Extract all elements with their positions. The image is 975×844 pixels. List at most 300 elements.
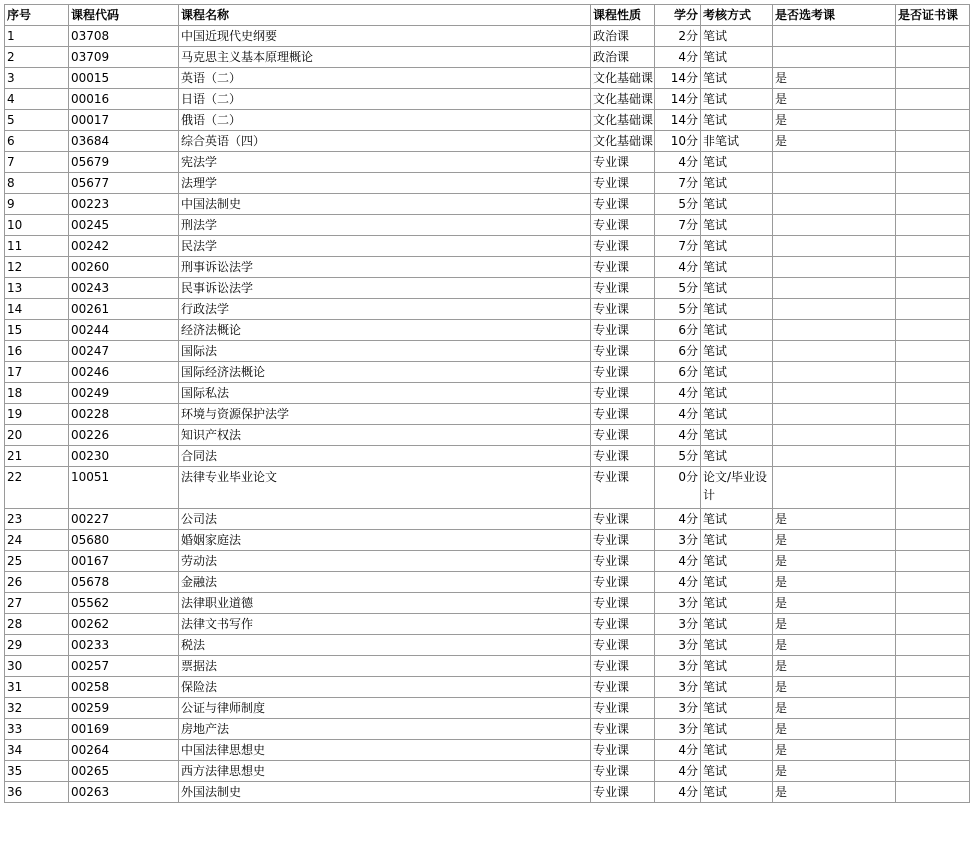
cell-course-code: 00249: [69, 383, 179, 404]
cell-course-type: 专业课: [591, 656, 655, 677]
cell-elective: 是: [773, 698, 896, 719]
cell-certificate: [896, 446, 970, 467]
table-row: [5, 509, 970, 530]
header-course-name: 课程名称: [179, 5, 591, 26]
cell-exam-method: 非笔试: [701, 131, 773, 152]
cell-exam-method: 笔试: [701, 257, 773, 278]
cell-course-name: 房地产法: [179, 719, 591, 740]
cell-course-code: 00260: [69, 257, 179, 278]
table-row: [5, 467, 970, 509]
cell-course-type: 专业课: [591, 425, 655, 446]
cell-index: 26: [5, 572, 69, 593]
cell-exam-method: 笔试: [701, 572, 773, 593]
cell-index: 5: [5, 110, 69, 131]
cell-index: 3: [5, 68, 69, 89]
course-table: [4, 4, 970, 803]
cell-elective: [773, 320, 896, 341]
cell-exam-method: 笔试: [701, 446, 773, 467]
cell-certificate: [896, 761, 970, 782]
cell-course-code: 00263: [69, 782, 179, 803]
cell-certificate: [896, 47, 970, 68]
cell-index: 27: [5, 593, 69, 614]
cell-credits: 4分: [655, 383, 701, 404]
cell-course-type: 文化基础课: [591, 110, 655, 131]
cell-index: 36: [5, 782, 69, 803]
cell-course-name: 刑法学: [179, 215, 591, 236]
cell-exam-method: 笔试: [701, 341, 773, 362]
cell-course-code: 05680: [69, 530, 179, 551]
cell-index: 24: [5, 530, 69, 551]
cell-course-name: 英语（二）: [179, 68, 591, 89]
cell-certificate: [896, 635, 970, 656]
cell-course-code: 00243: [69, 278, 179, 299]
cell-elective: 是: [773, 677, 896, 698]
cell-certificate: [896, 194, 970, 215]
cell-course-code: 00259: [69, 698, 179, 719]
cell-index: 25: [5, 551, 69, 572]
table-row: [5, 782, 970, 803]
cell-course-type: 专业课: [591, 635, 655, 656]
cell-credits: 14分: [655, 68, 701, 89]
cell-credits: 5分: [655, 194, 701, 215]
cell-course-code: 00265: [69, 761, 179, 782]
table-row: [5, 635, 970, 656]
cell-exam-method: 笔试: [701, 383, 773, 404]
cell-course-name: 马克思主义基本原理概论: [179, 47, 591, 68]
cell-index: 34: [5, 740, 69, 761]
cell-course-code: 10051: [69, 467, 179, 509]
cell-elective: 是: [773, 782, 896, 803]
cell-course-code: 00245: [69, 215, 179, 236]
header-credits: 学分: [655, 5, 701, 26]
cell-elective: 是: [773, 131, 896, 152]
cell-index: 31: [5, 677, 69, 698]
cell-exam-method: 笔试: [701, 110, 773, 131]
cell-course-code: 00230: [69, 446, 179, 467]
cell-certificate: [896, 257, 970, 278]
cell-course-name: 经济法概论: [179, 320, 591, 341]
cell-index: 14: [5, 299, 69, 320]
cell-index: 29: [5, 635, 69, 656]
cell-elective: 是: [773, 551, 896, 572]
cell-course-name: 中国近现代史纲要: [179, 26, 591, 47]
cell-index: 16: [5, 341, 69, 362]
cell-course-name: 票据法: [179, 656, 591, 677]
cell-credits: 4分: [655, 572, 701, 593]
cell-course-name: 俄语（二）: [179, 110, 591, 131]
cell-course-code: 00258: [69, 677, 179, 698]
cell-course-name: 保险法: [179, 677, 591, 698]
cell-index: 19: [5, 404, 69, 425]
table-row: [5, 677, 970, 698]
cell-certificate: [896, 278, 970, 299]
cell-credits: 14分: [655, 110, 701, 131]
cell-course-name: 行政法学: [179, 299, 591, 320]
cell-exam-method: 笔试: [701, 530, 773, 551]
cell-credits: 6分: [655, 320, 701, 341]
cell-credits: 3分: [655, 698, 701, 719]
cell-elective: [773, 362, 896, 383]
table-row: [5, 47, 970, 68]
cell-elective: [773, 194, 896, 215]
cell-exam-method: 笔试: [701, 215, 773, 236]
table-row: [5, 215, 970, 236]
cell-exam-method: 笔试: [701, 299, 773, 320]
cell-exam-method: 笔试: [701, 236, 773, 257]
cell-course-name: 法律专业毕业论文: [179, 467, 591, 509]
cell-certificate: [896, 677, 970, 698]
header-index: 序号: [5, 5, 69, 26]
cell-certificate: [896, 362, 970, 383]
cell-course-type: 政治课: [591, 26, 655, 47]
table-row: [5, 740, 970, 761]
cell-course-name: 法理学: [179, 173, 591, 194]
cell-index: 10: [5, 215, 69, 236]
cell-course-name: 民法学: [179, 236, 591, 257]
cell-course-type: 专业课: [591, 446, 655, 467]
cell-exam-method: 笔试: [701, 425, 773, 446]
header-elective: 是否选考课: [773, 5, 896, 26]
cell-certificate: [896, 425, 970, 446]
cell-course-code: 00244: [69, 320, 179, 341]
cell-credits: 7分: [655, 215, 701, 236]
cell-exam-method: 笔试: [701, 509, 773, 530]
cell-credits: 4分: [655, 551, 701, 572]
cell-index: 35: [5, 761, 69, 782]
cell-certificate: [896, 551, 970, 572]
cell-exam-method: 笔试: [701, 194, 773, 215]
cell-course-type: 专业课: [591, 698, 655, 719]
cell-exam-method: 笔试: [701, 656, 773, 677]
cell-credits: 3分: [655, 593, 701, 614]
cell-exam-method: 笔试: [701, 278, 773, 299]
cell-exam-method: 笔试: [701, 26, 773, 47]
cell-exam-method: 笔试: [701, 740, 773, 761]
cell-course-type: 专业课: [591, 404, 655, 425]
cell-course-code: 03684: [69, 131, 179, 152]
cell-credits: 4分: [655, 47, 701, 68]
cell-exam-method: 笔试: [701, 404, 773, 425]
table-row: [5, 257, 970, 278]
cell-course-type: 专业课: [591, 278, 655, 299]
cell-exam-method: 笔试: [701, 551, 773, 572]
table-row: [5, 152, 970, 173]
cell-course-type: 专业课: [591, 530, 655, 551]
table-row: [5, 68, 970, 89]
table-row: [5, 362, 970, 383]
table-row: [5, 719, 970, 740]
cell-credits: 5分: [655, 299, 701, 320]
cell-index: 1: [5, 26, 69, 47]
cell-index: 32: [5, 698, 69, 719]
cell-elective: 是: [773, 593, 896, 614]
cell-index: 22: [5, 467, 69, 509]
cell-index: 21: [5, 446, 69, 467]
cell-course-code: 05677: [69, 173, 179, 194]
cell-credits: 3分: [655, 656, 701, 677]
cell-certificate: [896, 236, 970, 257]
cell-course-name: 公司法: [179, 509, 591, 530]
cell-elective: 是: [773, 719, 896, 740]
cell-course-code: 00016: [69, 89, 179, 110]
cell-course-name: 金融法: [179, 572, 591, 593]
cell-exam-method: 笔试: [701, 68, 773, 89]
cell-course-type: 专业课: [591, 593, 655, 614]
cell-exam-method: 论文/毕业设计: [701, 467, 773, 509]
cell-certificate: [896, 341, 970, 362]
table-row: [5, 194, 970, 215]
cell-course-code: 00246: [69, 362, 179, 383]
cell-course-name: 综合英语（四）: [179, 131, 591, 152]
cell-elective: 是: [773, 509, 896, 530]
header-course-type: 课程性质: [591, 5, 655, 26]
cell-course-name: 外国法制史: [179, 782, 591, 803]
cell-exam-method: 笔试: [701, 761, 773, 782]
cell-credits: 3分: [655, 635, 701, 656]
cell-index: 4: [5, 89, 69, 110]
cell-course-name: 税法: [179, 635, 591, 656]
cell-credits: 10分: [655, 131, 701, 152]
cell-course-type: 专业课: [591, 194, 655, 215]
cell-credits: 5分: [655, 278, 701, 299]
table-body: [5, 26, 970, 803]
cell-index: 23: [5, 509, 69, 530]
cell-index: 17: [5, 362, 69, 383]
cell-exam-method: 笔试: [701, 782, 773, 803]
cell-elective: [773, 257, 896, 278]
cell-elective: 是: [773, 614, 896, 635]
cell-course-name: 合同法: [179, 446, 591, 467]
cell-index: 2: [5, 47, 69, 68]
cell-elective: [773, 446, 896, 467]
cell-course-name: 法律职业道德: [179, 593, 591, 614]
cell-credits: 3分: [655, 530, 701, 551]
cell-elective: 是: [773, 68, 896, 89]
cell-course-type: 文化基础课: [591, 89, 655, 110]
cell-course-name: 国际私法: [179, 383, 591, 404]
cell-course-type: 专业课: [591, 215, 655, 236]
cell-course-type: 专业课: [591, 341, 655, 362]
cell-credits: 4分: [655, 257, 701, 278]
cell-course-type: 专业课: [591, 614, 655, 635]
table-row: [5, 761, 970, 782]
cell-course-type: 专业课: [591, 782, 655, 803]
cell-certificate: [896, 593, 970, 614]
cell-certificate: [896, 89, 970, 110]
cell-credits: 7分: [655, 173, 701, 194]
cell-course-code: 05562: [69, 593, 179, 614]
cell-course-name: 日语（二）: [179, 89, 591, 110]
cell-course-type: 专业课: [591, 299, 655, 320]
cell-elective: [773, 341, 896, 362]
cell-elective: [773, 383, 896, 404]
cell-credits: 4分: [655, 425, 701, 446]
table-row: [5, 299, 970, 320]
cell-exam-method: 笔试: [701, 89, 773, 110]
cell-course-code: 00226: [69, 425, 179, 446]
cell-index: 20: [5, 425, 69, 446]
cell-certificate: [896, 719, 970, 740]
header-certificate: 是否证书课: [896, 5, 970, 26]
cell-course-code: 00233: [69, 635, 179, 656]
cell-certificate: [896, 383, 970, 404]
cell-elective: [773, 404, 896, 425]
cell-elective: [773, 467, 896, 509]
cell-credits: 4分: [655, 509, 701, 530]
cell-credits: 6分: [655, 341, 701, 362]
cell-elective: [773, 26, 896, 47]
cell-certificate: [896, 131, 970, 152]
cell-course-type: 专业课: [591, 509, 655, 530]
table-header-row: [5, 5, 970, 26]
cell-index: 6: [5, 131, 69, 152]
cell-credits: 4分: [655, 761, 701, 782]
cell-exam-method: 笔试: [701, 614, 773, 635]
cell-course-code: 00257: [69, 656, 179, 677]
header-course-code: 课程代码: [69, 5, 179, 26]
table-row: [5, 236, 970, 257]
cell-credits: 4分: [655, 740, 701, 761]
cell-index: 18: [5, 383, 69, 404]
table-row: [5, 551, 970, 572]
cell-credits: 6分: [655, 362, 701, 383]
cell-course-code: 00262: [69, 614, 179, 635]
table-row: [5, 614, 970, 635]
table-row: [5, 26, 970, 47]
cell-certificate: [896, 68, 970, 89]
cell-certificate: [896, 656, 970, 677]
table-row: [5, 320, 970, 341]
cell-certificate: [896, 152, 970, 173]
table-row: [5, 404, 970, 425]
cell-course-type: 专业课: [591, 467, 655, 509]
cell-course-code: 03709: [69, 47, 179, 68]
table-row: [5, 425, 970, 446]
cell-index: 12: [5, 257, 69, 278]
cell-index: 28: [5, 614, 69, 635]
cell-certificate: [896, 173, 970, 194]
cell-course-code: 00015: [69, 68, 179, 89]
table-row: [5, 110, 970, 131]
cell-certificate: [896, 572, 970, 593]
cell-course-code: 00242: [69, 236, 179, 257]
cell-course-type: 专业课: [591, 383, 655, 404]
cell-certificate: [896, 320, 970, 341]
cell-elective: 是: [773, 656, 896, 677]
cell-index: 15: [5, 320, 69, 341]
cell-course-name: 国际法: [179, 341, 591, 362]
cell-course-name: 公证与律师制度: [179, 698, 591, 719]
cell-credits: 7分: [655, 236, 701, 257]
cell-course-type: 政治课: [591, 47, 655, 68]
cell-elective: 是: [773, 740, 896, 761]
table-row: [5, 173, 970, 194]
cell-elective: [773, 47, 896, 68]
cell-course-code: 00169: [69, 719, 179, 740]
cell-credits: 5分: [655, 446, 701, 467]
cell-certificate: [896, 467, 970, 509]
cell-index: 11: [5, 236, 69, 257]
cell-course-type: 专业课: [591, 551, 655, 572]
cell-course-name: 民事诉讼法学: [179, 278, 591, 299]
cell-certificate: [896, 215, 970, 236]
cell-course-code: 00264: [69, 740, 179, 761]
cell-exam-method: 笔试: [701, 719, 773, 740]
cell-certificate: [896, 509, 970, 530]
table-row: [5, 656, 970, 677]
cell-course-name: 西方法律思想史: [179, 761, 591, 782]
cell-certificate: [896, 740, 970, 761]
cell-course-name: 中国法制史: [179, 194, 591, 215]
cell-elective: [773, 299, 896, 320]
table-row: [5, 530, 970, 551]
cell-course-name: 法律文书写作: [179, 614, 591, 635]
cell-exam-method: 笔试: [701, 635, 773, 656]
cell-course-type: 专业课: [591, 362, 655, 383]
cell-certificate: [896, 698, 970, 719]
cell-course-type: 文化基础课: [591, 68, 655, 89]
table-row: [5, 341, 970, 362]
cell-exam-method: 笔试: [701, 47, 773, 68]
cell-course-name: 劳动法: [179, 551, 591, 572]
cell-exam-method: 笔试: [701, 320, 773, 341]
cell-elective: [773, 215, 896, 236]
cell-elective: [773, 173, 896, 194]
header-exam-method: 考核方式: [701, 5, 773, 26]
cell-index: 7: [5, 152, 69, 173]
cell-credits: 4分: [655, 404, 701, 425]
cell-exam-method: 笔试: [701, 677, 773, 698]
cell-course-type: 专业课: [591, 257, 655, 278]
cell-index: 33: [5, 719, 69, 740]
cell-course-type: 专业课: [591, 152, 655, 173]
cell-course-type: 专业课: [591, 236, 655, 257]
cell-course-type: 专业课: [591, 173, 655, 194]
cell-credits: 0分: [655, 467, 701, 509]
table-row: [5, 593, 970, 614]
cell-course-name: 婚姻家庭法: [179, 530, 591, 551]
cell-course-type: 专业课: [591, 740, 655, 761]
cell-elective: [773, 152, 896, 173]
course-table-wrapper: [4, 4, 970, 803]
cell-course-code: 00261: [69, 299, 179, 320]
cell-course-name: 刑事诉讼法学: [179, 257, 591, 278]
cell-elective: 是: [773, 89, 896, 110]
cell-course-code: 00228: [69, 404, 179, 425]
cell-course-name: 知识产权法: [179, 425, 591, 446]
cell-course-type: 专业课: [591, 320, 655, 341]
cell-elective: 是: [773, 572, 896, 593]
cell-certificate: [896, 110, 970, 131]
table-row: [5, 131, 970, 152]
cell-course-type: 专业课: [591, 719, 655, 740]
cell-course-code: 00017: [69, 110, 179, 131]
cell-course-type: 文化基础课: [591, 131, 655, 152]
cell-index: 8: [5, 173, 69, 194]
cell-credits: 3分: [655, 614, 701, 635]
cell-exam-method: 笔试: [701, 362, 773, 383]
cell-certificate: [896, 404, 970, 425]
cell-credits: 4分: [655, 152, 701, 173]
cell-exam-method: 笔试: [701, 593, 773, 614]
cell-credits: 2分: [655, 26, 701, 47]
table-row: [5, 89, 970, 110]
table-row: [5, 446, 970, 467]
cell-credits: 3分: [655, 719, 701, 740]
cell-exam-method: 笔试: [701, 173, 773, 194]
cell-course-type: 专业课: [591, 572, 655, 593]
cell-course-code: 03708: [69, 26, 179, 47]
